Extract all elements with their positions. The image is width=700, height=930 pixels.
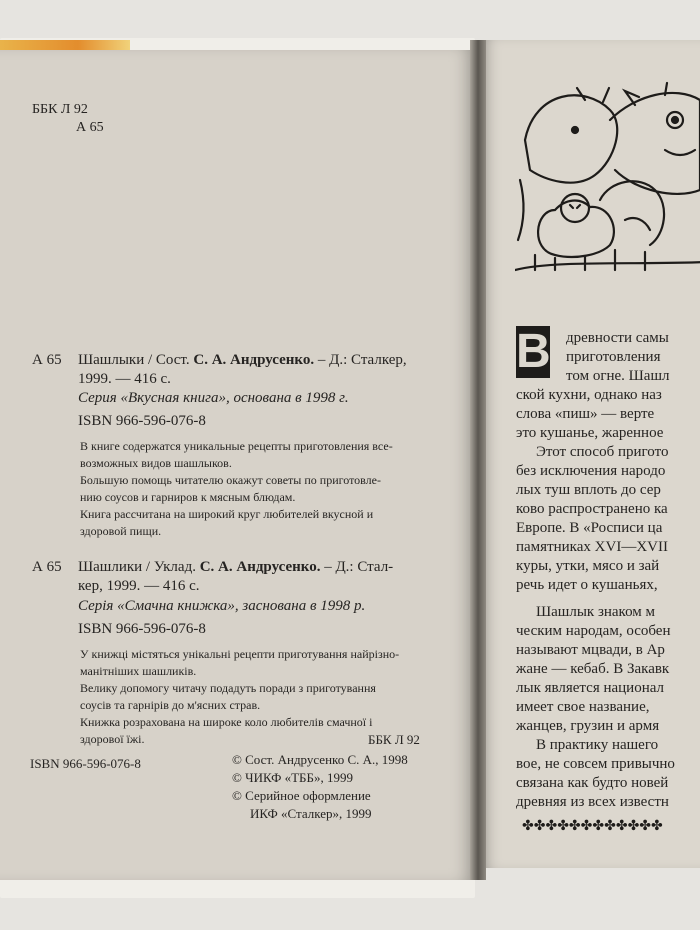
body-line: называют мцвади, в Ар [516, 642, 665, 658]
body-line: В практику нашего [536, 737, 659, 753]
ua-series: Серія «Смачна книжка», заснована в 1998 р. [78, 598, 366, 614]
ua-annotation-line: здорової їжі. [80, 732, 145, 746]
ru-annotation-line: нию соусов и гарниров к мясным блюдам. [80, 490, 296, 504]
ru-title: Шашлыки / Сост. [78, 352, 190, 368]
ru-annotation-line: Книга рассчитана на широкий круг любителей вкусной и [80, 507, 374, 521]
ru-entry-code: А 65 [32, 352, 62, 368]
body-line: Этот способ пригото [536, 444, 669, 460]
body-line: древности самы [566, 330, 669, 346]
ru-entry-line1 [78, 352, 407, 369]
ua-entry-line1 [78, 559, 393, 576]
bbk-code-bottom: ББК Л 92 [368, 732, 420, 747]
body-line: имеет свое название, [516, 699, 650, 715]
drop-cap-letter: В [516, 325, 551, 378]
ru-entry-line2: 1999. — 416 с. [78, 371, 171, 387]
body-line: приготовления [566, 349, 661, 365]
ua-publisher: – Д.: Стал- [324, 559, 394, 575]
ua-isbn: ISBN 966-596-076-8 [78, 621, 206, 637]
ua-annotation-line: Велику допомогу читачу подадуть поради з приготування [80, 681, 376, 695]
body-line: куры, утки, мясо и зай [516, 558, 660, 574]
copyright-line: © ЧИКФ «ТББ», 1999 [232, 770, 353, 785]
body-line: ково распространено ка [516, 501, 668, 517]
bbk-code-top: ББК Л 92 [32, 102, 88, 117]
classification-code-top: А 65 [76, 120, 104, 135]
copyright-line: © Сост. Андрусенко С. А., 1998 [232, 752, 408, 767]
body-line: древняя из всех известн [516, 794, 669, 810]
body-line: речь идет о кушаньях, [516, 577, 658, 593]
ru-annotation-line: здоровой пищи. [80, 524, 162, 538]
body-line: лык является национал [516, 680, 665, 696]
body-line: лых туш вплоть до сер [516, 482, 661, 498]
book-gutter [470, 40, 486, 880]
body-line: без исключения народо [516, 463, 666, 479]
body-line: жане — кебаб. В Закавк [516, 661, 670, 677]
decorative-ornament-border: ✤✤✤✤✤✤✤✤✤✤✤✤ [522, 819, 663, 834]
body-line: это кушанье, жаренное [516, 425, 664, 441]
ua-entry-code: А 65 [32, 559, 62, 575]
body-line: Шашлык знаком м [536, 604, 656, 620]
ru-annotation-line: Большую помощь читателю окажут советы по приготовле- [80, 473, 381, 487]
body-line: связана как будто новей [516, 775, 669, 791]
body-line: памятниках XVI—XVII [516, 539, 668, 555]
ru-publisher: – Д.: Сталкер, [317, 352, 407, 368]
ua-annotation-line: У книжці містяться унікальні рецепти приготування найрізно- [80, 647, 400, 661]
ru-isbn: ISBN 966-596-076-8 [78, 413, 206, 429]
body-line: ской кухни, однако наз [516, 387, 662, 403]
ru-series: Серия «Вкусная книга», основана в 1998 г. [78, 390, 349, 406]
ru-annotation-line: возможных видов шашлыков. [80, 456, 232, 470]
body-line: том огне. Шашл [566, 368, 670, 384]
farm-animals-illustration [515, 80, 700, 280]
ua-title: Шашлики / Уклад. [78, 559, 196, 575]
ru-author: С. А. Андрусенко. [193, 352, 315, 368]
ua-annotation-line: соусів та гарнірів до м'ясних страв. [80, 698, 261, 712]
body-line: Европе. В «Росписи ца [516, 520, 663, 536]
ua-annotation-line: Книжка розрахована на широке коло любителів смачної і [80, 715, 373, 729]
body-line: вое, не совсем привычно [516, 756, 675, 772]
isbn-bottom: ISBN 966-596-076-8 [30, 756, 141, 771]
ru-annotation-line: В книге содержатся уникальные рецепты приготовления все- [80, 439, 393, 453]
ua-author: С. А. Андрусенко. [199, 559, 321, 575]
body-line: ческим народам, особен [516, 623, 671, 639]
body-line: жанцев, грузин и армя [516, 718, 660, 734]
copyright-line: ИКФ «Сталкер», 1999 [250, 806, 372, 821]
ua-entry-line2: кер, 1999. — 416 с. [78, 578, 200, 594]
cover-color-strip [0, 40, 130, 50]
ua-annotation-line: манітніших шашликів. [80, 664, 197, 678]
body-line: слова «пиш» — верте [516, 406, 655, 422]
copyright-line: © Серийное оформление [232, 788, 371, 803]
